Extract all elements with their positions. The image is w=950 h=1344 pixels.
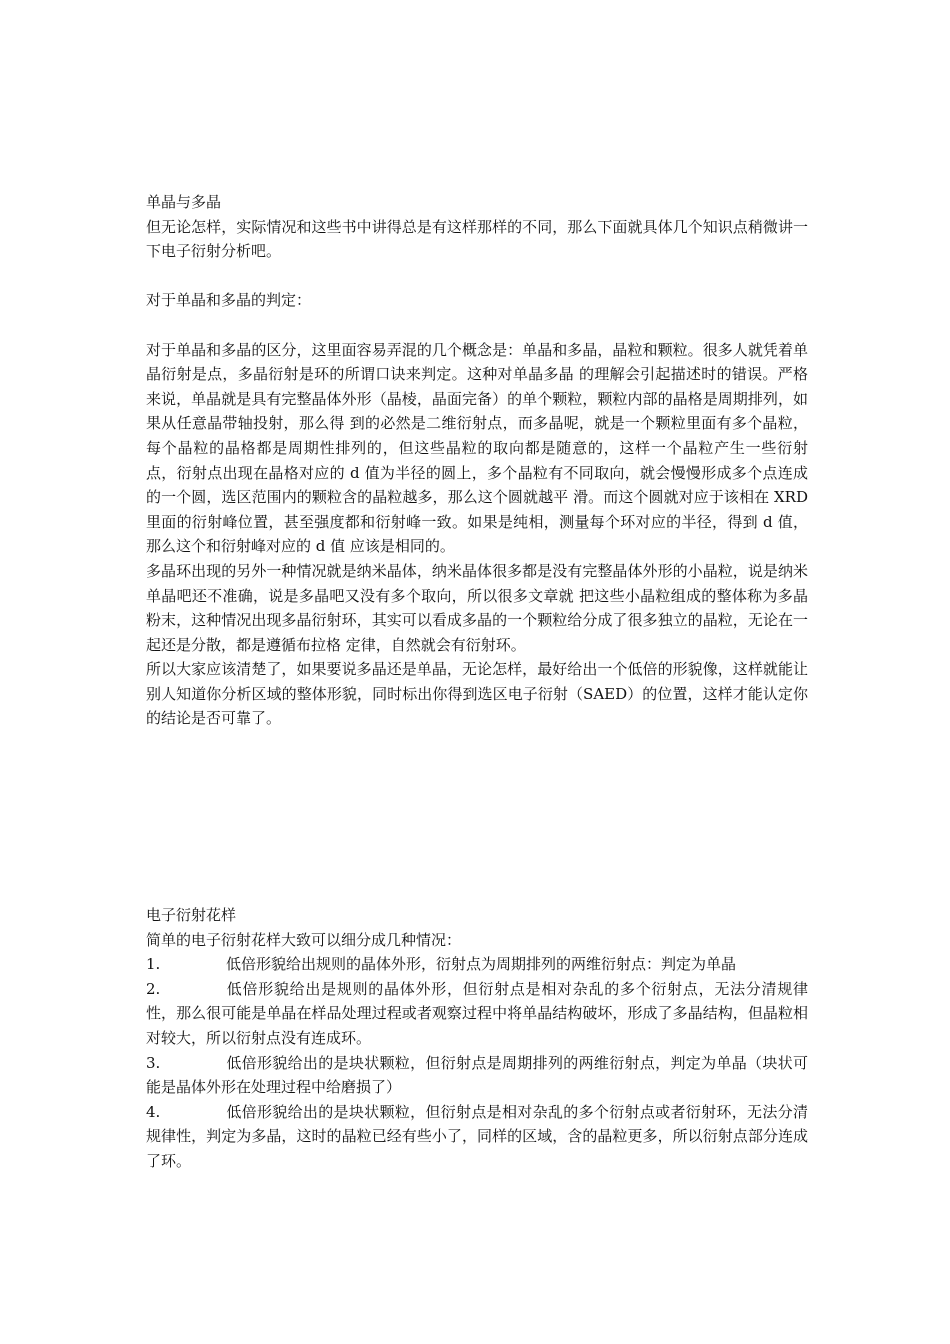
section2-intro: 简单的电子衍射花样大致可以细分成几种情况： [146,930,462,949]
list-item-text: 低倍形貌给出规则的晶体外形，衍射点为周期排列的两维衍射点：判定为单晶 [226,955,737,974]
list-item-text: 低倍形貌给出是规则的晶体外形，但衍射点是相对杂乱的多个衍射点，无法分清规律性，那么很可能是单晶在样品处理过程或者观察过程中将单晶结构破坏，形成了多晶结构，但晶粒相对较大，所以衍射点没有连成环。 [146,979,808,1048]
intro-paragraph: 但无论怎样，实际情况和这些书中讲得总是有这样那样的不同，那么下面就具体几个知识点稍微讲一下电子衍射分析吧。 [146,217,808,261]
list-item-number: 4. [146,1102,161,1121]
spacer [146,313,808,338]
section-title-diffraction: 电子衍射花样 [146,906,237,925]
list-item-text: 低倍形貌给出的是块状颗粒，但衍射点是周期排列的两维衍射点，判定为单晶（块状可能是晶体外形在处理过程中给磨损了） [146,1053,808,1097]
body-paragraph-2: 多晶环出现的另外一种情况就是纳米晶体，纳米晶体很多都是没有完整晶体外形的小晶粒，说是纳米单晶吧还不准确，说是多晶吧又没有多个取向，所以很多文章就 把这些小晶粒组成的整体称为多晶粉末，这种情况出现多晶衍射环，其实可以看成多晶的一个颗粒给分成了很多独立的晶粒，无论在一起还是分散，都是遵循布拉格 定律，自然就会有衍射环。 [146,561,808,654]
body-paragraph-1: 对于单晶和多晶的区分，这里面容易弄混的几个概念是：单晶和多晶，晶粒和颗粒。很多人就凭着单晶衍射是点，多晶衍射是环的所谓口诀来判定。这种对单晶多晶 的理解会引起描述时的错误。严格来说，单晶就是具有完整晶体外形（晶棱，晶面完备）的单个颗粒，颗粒内部的晶格是周期排列，如果从任意晶带轴投射，那么得 到的必然是二维衍射点，而多晶呢，就是一个颗粒里面有多个晶粒，每个晶粒的晶格都是周期性排列的，但这些晶粒的取向都是随意的，这样一个晶粒产生一些衍射 点，衍射点出现在晶格对应的 d 值为半径的圆上，多个晶粒有不同取向，就会慢慢形成多个点连成的一个圆，选区范围内的颗粒含的晶粒越多，那么这个圆就越平 滑。而这个圆就对应于该相在 XRD 里面的衍射峰位置，甚至强度都和衍射峰一致。如果是纯相，测量每个环对应的半径，得到 d 值，那么这个和衍射峰对应的 d 值 应该是相同的。 [146,340,808,556]
list-item-number: 2. [146,979,161,998]
spacer [146,264,808,289]
list-item [146,1100,808,1174]
subheading-judgement: 对于单晶和多晶的判定： [146,291,312,310]
list-item-text: 低倍形貌给出的是块状颗粒，但衍射点是相对杂乱的多个衍射点或者衍射环，无法分清规律性，判定为多晶，这时的晶粒已经有些小了，同样的区域，含的晶粒更多，所以衍射点部分连成了环。 [146,1102,808,1170]
section-title-single-poly: 单晶与多晶 [146,193,222,211]
list-item [146,977,808,1051]
list-item-number: 3. [146,1053,161,1072]
list-item-number: 1. [146,955,161,974]
body-paragraph-3: 所以大家应该清楚了，如果要说多晶还是单晶，无论怎样，最好给出一个低倍的形貌像，这样就能让别人知道你分析区域的整体形貌，同时标出你得到选区电子衍射（SAED）的位置，这样才能认定你的结论是否可靠了。 [146,660,808,728]
section-gap [146,731,808,903]
document-page [146,190,808,1174]
list-item [146,1051,808,1100]
list-item [146,952,808,977]
